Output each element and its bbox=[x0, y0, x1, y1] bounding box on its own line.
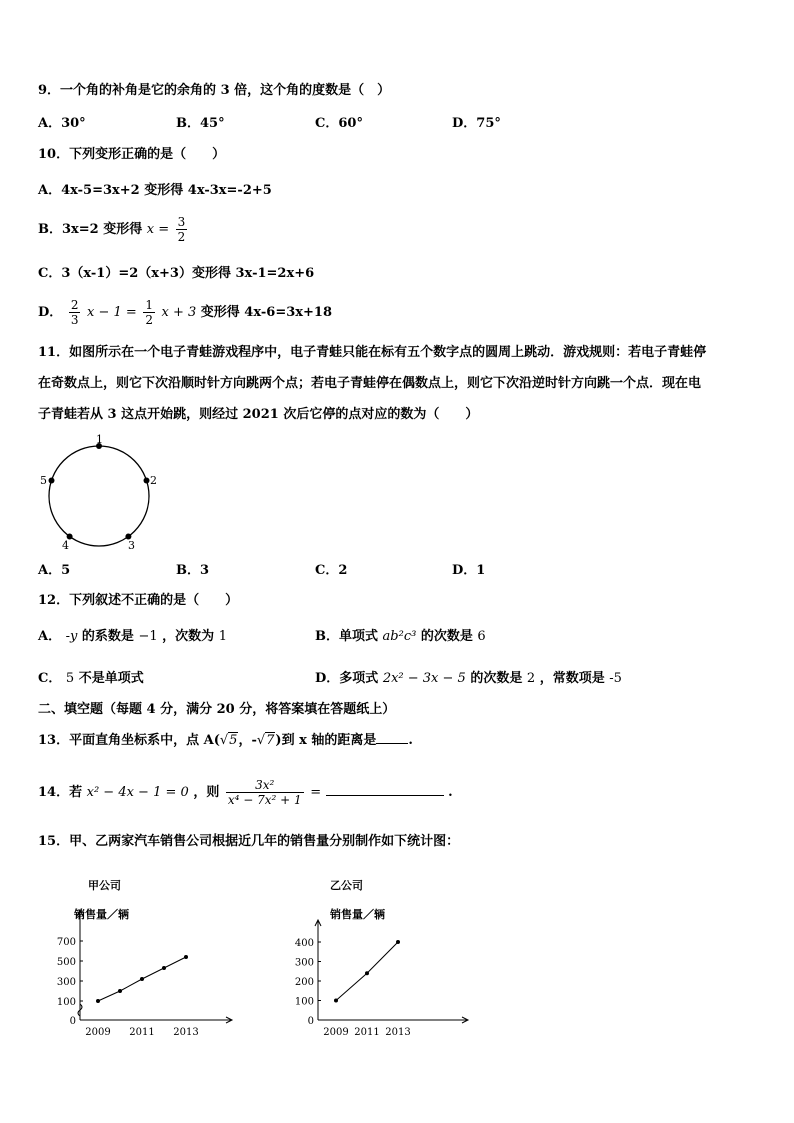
chart-jia-title: 甲公司 bbox=[88, 879, 121, 892]
q14-equals: = bbox=[310, 785, 322, 800]
q10-b-prefix: B．3x=2 变形得 bbox=[38, 222, 143, 237]
q14-line bbox=[38, 778, 453, 807]
q14-prefix: 14．若 bbox=[38, 785, 83, 800]
q12-option-c bbox=[38, 670, 144, 688]
q13-line bbox=[38, 732, 413, 750]
chart-yi-title: 乙公司 bbox=[330, 879, 363, 892]
chart-jia-x-tick-label: 2009 bbox=[85, 1027, 111, 1038]
q10-option-a: A．4x-5=3x+2 变形得 4x-3x=-2+5 bbox=[38, 183, 272, 198]
q11-circle bbox=[49, 446, 149, 546]
q12-b-math: ab²c³ bbox=[382, 629, 417, 644]
q14-denominator: x⁴ − 7x² + 1 bbox=[227, 793, 302, 807]
q9-option-c: C．60° bbox=[315, 116, 363, 131]
chart-jia-x-tick-label: 2011 bbox=[129, 1027, 155, 1038]
q14-answer-blank[interactable] bbox=[326, 795, 444, 796]
chart-yi-data-point bbox=[365, 971, 369, 975]
q11-label-2: 2 bbox=[150, 474, 157, 487]
q14-numerator: 3x² bbox=[226, 778, 304, 793]
q10-option-c: C．3（x-1）=2（x+3）变形得 3x-1=2x+6 bbox=[38, 266, 315, 281]
q13-sqrt-2: √7 bbox=[256, 733, 275, 748]
q11-option-b: B．3 bbox=[176, 563, 210, 578]
q12-d-mid: 的次数是 bbox=[470, 671, 523, 686]
chart-jia-ylabel: 销售量／辆 bbox=[74, 908, 129, 921]
q11-option-c: C．2 bbox=[315, 563, 348, 578]
q10-b-numerator: 3 bbox=[177, 215, 186, 229]
q10-b-fraction bbox=[176, 215, 188, 244]
q9-option-a: A．30° bbox=[38, 116, 86, 131]
q10-d-fraction-1 bbox=[69, 298, 81, 327]
chart-jia-data-point bbox=[118, 989, 122, 993]
q15-stem: 15．甲、乙两家汽车销售公司根据近几年的销售量分别制作如下统计图： bbox=[38, 834, 460, 849]
chart-yi-marks bbox=[334, 940, 400, 1003]
chart-jia bbox=[40, 870, 250, 1045]
q12-b-prefix: B．单项式 bbox=[315, 629, 378, 644]
q11-line-1: 11．如图所示在一个电子青蛙游戏程序中，电子青蛙只能在标有五个数字点的圆周上跳动．游戏规则：若电子青蛙停 bbox=[38, 345, 707, 360]
chart-yi-data-point bbox=[396, 940, 400, 944]
q14-condition: x² − 4x − 1 = 0 bbox=[86, 785, 189, 800]
chart-yi-ticks bbox=[295, 938, 411, 1038]
q13-prefix: 13．平面直角坐标系中，点 A( bbox=[38, 733, 220, 748]
q12-c-suffix: 不是单项式 bbox=[78, 671, 144, 686]
chart-jia-y-tick-label: 0 bbox=[69, 1016, 76, 1027]
chart-yi-y-tick-label: 300 bbox=[294, 957, 314, 969]
q11-label-3: 3 bbox=[128, 539, 135, 552]
chart-yi-y-tick-label: 200 bbox=[294, 977, 314, 988]
section-2-heading: 二、填空题（每题 4 分，满分 20 分，将答案填在答题纸上） bbox=[38, 702, 396, 717]
q10-d-prefix: D． bbox=[38, 305, 63, 320]
q10-option-d bbox=[38, 298, 332, 327]
chart-jia-data-point bbox=[96, 999, 100, 1003]
q12-option-a bbox=[38, 628, 227, 646]
chart-jia-y-tick-label: 700 bbox=[56, 937, 76, 948]
q12-d-math: 2x² − 3x − 5 bbox=[382, 671, 466, 686]
q13-sqrt-1: √5 bbox=[219, 733, 238, 748]
q12-option-b bbox=[315, 628, 486, 646]
q12-d-val1: 2 bbox=[526, 671, 536, 686]
q11-option-d: D．1 bbox=[452, 563, 486, 578]
q12-a-val1: −1 bbox=[138, 629, 158, 644]
q10-d-suffix: 变形得 4x-6=3x+18 bbox=[200, 305, 332, 320]
q12-b-val: 6 bbox=[477, 629, 486, 644]
q12-b-mid: 的次数是 bbox=[420, 629, 473, 644]
q11-line-2: 在奇数点上，则它下次沿顺时针方向跳两个点；若电子青蛙停在偶数点上，则它下次沿逆时针方向跳一个点．现在电 bbox=[38, 376, 702, 391]
q11-label-5: 5 bbox=[40, 474, 47, 487]
q10-d-tail: x + 3 bbox=[161, 305, 197, 320]
q13-end: . bbox=[408, 733, 413, 748]
q11-label-4: 4 bbox=[62, 539, 69, 552]
chart-yi-x-tick-label: 2013 bbox=[385, 1027, 411, 1038]
q10-d-frac2-num: 1 bbox=[145, 298, 153, 312]
chart-yi-y-tick-label: 0 bbox=[307, 1016, 314, 1027]
chart-yi-x-tick-label: 2011 bbox=[354, 1027, 380, 1038]
q11-line-3: 子青蛙若从 3 这点开始跳，则经过 2021 次后它停的点对应的数为（ ） bbox=[38, 407, 479, 422]
q12-c-prefix: C． bbox=[38, 671, 62, 686]
chart-jia-data-point bbox=[184, 955, 188, 959]
q12-c-val: 5 bbox=[65, 671, 75, 686]
q13-suffix: )到 x 轴的距离是 bbox=[275, 733, 377, 748]
q14-end: . bbox=[448, 785, 453, 800]
chart-jia-y-tick-label: 500 bbox=[56, 957, 76, 968]
chart-yi-data-point bbox=[334, 999, 338, 1003]
chart-yi-axes bbox=[315, 920, 468, 1023]
q14-mid: ，则 bbox=[193, 785, 220, 800]
q12-a-val2: 1 bbox=[218, 629, 227, 644]
q12-a-mid: 的系数是 bbox=[81, 629, 134, 644]
q9-option-d: D．75° bbox=[452, 116, 501, 131]
q10-d-fraction-2 bbox=[143, 298, 155, 327]
chart-yi bbox=[290, 870, 480, 1045]
q12-d-val2: -5 bbox=[609, 671, 622, 686]
chart-yi-y-tick-label: 400 bbox=[294, 938, 314, 949]
q13-mid: ，- bbox=[238, 733, 257, 748]
chart-jia-marks bbox=[96, 955, 188, 1003]
chart-yi-y-tick-label: 100 bbox=[294, 996, 314, 1008]
chart-yi-ylabel: 销售量／辆 bbox=[330, 908, 385, 921]
q10-d-mid: x − 1 = bbox=[86, 305, 137, 320]
q13-rad-2: 7 bbox=[266, 733, 275, 748]
q10-d-frac1-den: 3 bbox=[70, 313, 79, 327]
q9-stem: 9．一个角的补角是它的余角的 3 倍，这个角的度数是（ ） bbox=[38, 83, 391, 98]
q10-d-frac1-num: 2 bbox=[70, 298, 79, 312]
q10-stem: 10．下列变形正确的是（ ） bbox=[38, 147, 226, 162]
q11-point-5 bbox=[49, 478, 55, 484]
q12-stem: 12．下列叙述不正确的是（ ） bbox=[38, 593, 239, 608]
q10-b-math: x = bbox=[146, 222, 170, 237]
q10-b-denominator: 2 bbox=[177, 230, 186, 244]
q11-point-2 bbox=[144, 478, 150, 484]
q13-rad-1: 5 bbox=[229, 733, 238, 748]
q10-option-b bbox=[38, 215, 189, 244]
chart-jia-data-point bbox=[162, 966, 166, 970]
chart-jia-y-tick-label: 100 bbox=[56, 997, 76, 1008]
q12-a-prefix: A． bbox=[38, 629, 62, 644]
chart-jia-axes bbox=[77, 910, 232, 1023]
chart-jia-y-tick-label: 300 bbox=[56, 977, 76, 988]
q11-circle-figure bbox=[36, 433, 162, 553]
chart-jia-data-point bbox=[140, 977, 144, 981]
q12-a-mid2: ，次数为 bbox=[162, 629, 215, 644]
chart-jia-x-tick-label: 2013 bbox=[173, 1027, 199, 1038]
q11-label-1: 1 bbox=[96, 433, 103, 446]
q11-option-a: A．5 bbox=[38, 563, 71, 578]
q13-answer-blank[interactable] bbox=[376, 743, 408, 744]
q12-d-prefix: D．多项式 bbox=[315, 671, 379, 686]
q12-d-mid2: ，常数项是 bbox=[539, 671, 605, 686]
chart-yi-x-tick-label: 2009 bbox=[323, 1027, 349, 1038]
chart-jia-ticks bbox=[57, 937, 199, 1038]
q14-fraction bbox=[226, 778, 304, 807]
q10-d-frac2-den: 2 bbox=[145, 313, 153, 327]
q12-a-math: -y bbox=[65, 629, 78, 644]
q12-option-d bbox=[315, 670, 622, 688]
q9-option-b: B．45° bbox=[176, 116, 225, 131]
